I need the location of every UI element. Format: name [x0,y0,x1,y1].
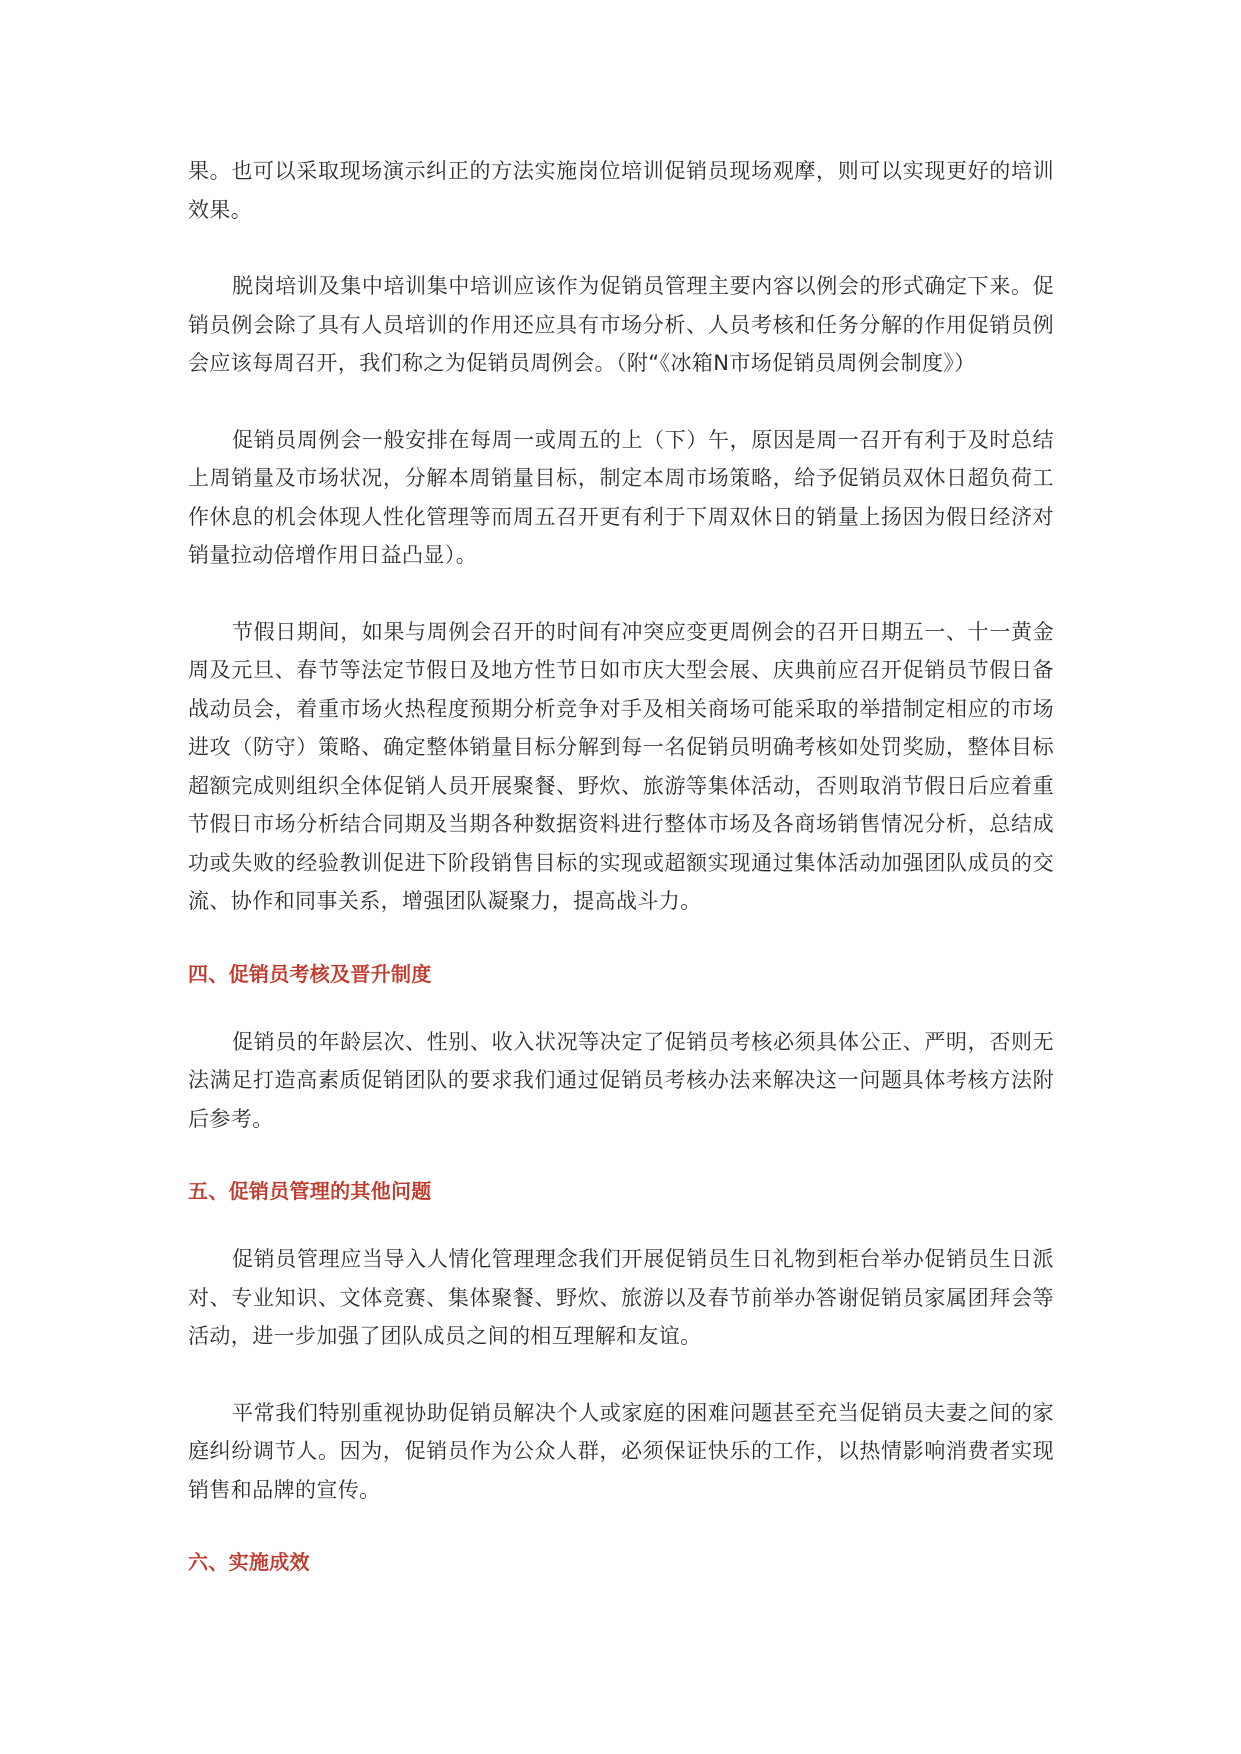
body-paragraph: 脱岗培训及集中培训集中培训应该作为促销员管理主要内容以例会的形式确定下来。促销员例会除了具有人员培训的作用还应具有市场分析、人员考核和任务分解的作用促销员例会应该每周召开，我们称之为促销员周例会。（附“《冰箱N市场促销员周例会制度》） [188,274,1054,375]
section-heading: 四、促销员考核及晋升制度 [188,961,432,986]
body-paragraph: 平常我们特别重视协助促销员解决个人或家庭的困难问题甚至充当促销员夫妻之间的家庭纠纷调节人。因为，促销员作为公众人群，必须保证快乐的工作，以热情影响消费者实现销售和品牌的宣传。 [188,1400,1054,1502]
section-heading: 五、促销员管理的其他问题 [188,1179,432,1203]
body-paragraph: 促销员周例会一般安排在每周一或周五的上（下）午，原因是周一召开有利于及时总结上周销量及市场状况，分解本周销量目标，制定本周市场策略，给予促销员双休日超负荷工作休息的机会体现人性化管理等而周五召开更有利于下周双休日的销量上扬因为假日经济对销量拉动倍增作用日益凸显）。 [188,427,1054,567]
body-paragraph: 促销员管理应当导入人情化管理理念我们开展促销员生日礼物到柜台举办促销员生日派对、专业知识、文体竞赛、集体聚餐、野炊、旅游以及春节前举办答谢促销员家属团拜会等活动，进一步加强了团队成员之间的相互理解和友谊。 [188,1247,1054,1348]
body-paragraph: 果。也可以采取现场演示纠正的方法实施岗位培训促销员现场观摩，则可以实现更好的培训效果。 [188,159,1054,222]
document-body [188,152,1054,1611]
body-paragraph: 促销员的年龄层次、性别、收入状况等决定了促销员考核必须具体公正、严明，否则无法满足打造高素质促销团队的要求我们通过促销员考核办法来解决这一问题具体考核方法附后参考。 [188,1029,1054,1131]
body-paragraph: 节假日期间，如果与周例会召开的时间有冲突应变更周例会的召开日期五一、十一黄金周及元旦、春节等法定节假日及地方性节日如市庆大型会展、庆典前应召开促销员节假日备战动员会，着重市场火热程度预期分析竞争对手及相关商场可能采取的举措制定相应的市场进攻（防守）策略、确定整体销量目标分解到每一名促销员明确考核如处罚奖励，整体目标超额完成则组织全体促销人员开展聚餐、野炊、旅游等集体活动，否则取消节假日后应着重节假日市场分析结合同期及当期各种数据资料进行整体市场及各商场销售情况分析，总结成功或失败的经验教训促进下阶段销售目标的实现或超额实现通过集体活动加强团队成员的交流、协作和同事关系，增强团队凝聚力，提高战斗力。 [188,619,1054,913]
section-heading: 六、实施成效 [188,1550,310,1574]
